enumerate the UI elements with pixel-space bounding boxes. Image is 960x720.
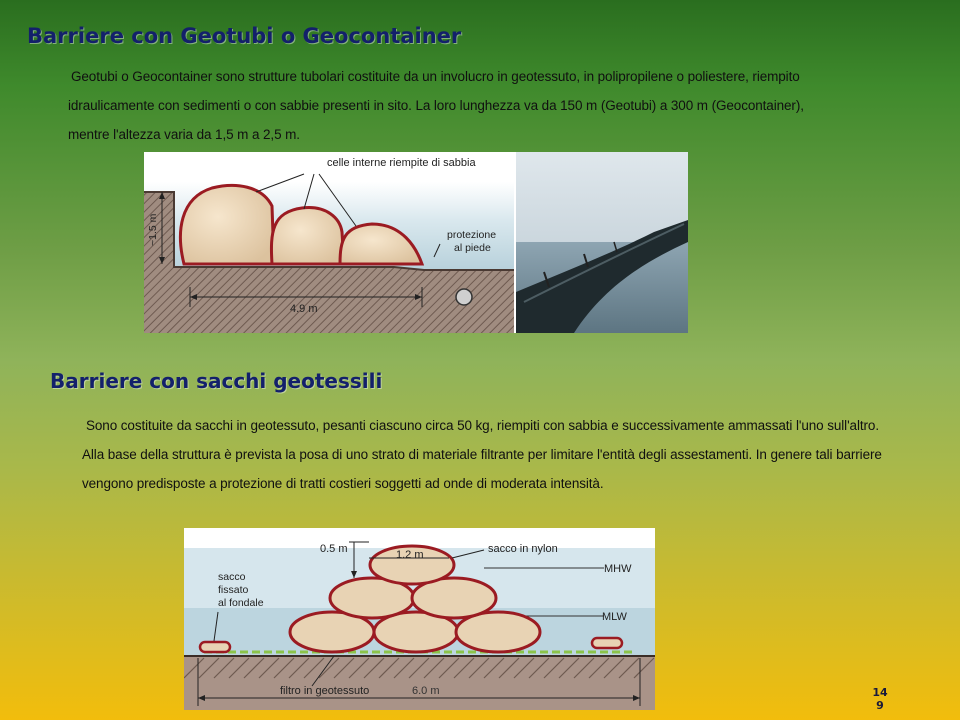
label-filter: filtro in geotessuto [280, 685, 370, 697]
slide-number-line1: 14 [872, 686, 888, 699]
geotube-figure [144, 152, 688, 333]
label-toe-protection-1: protezione [447, 229, 497, 241]
section-title-geotubes: Barriere con Geotubi o Geocontainer [27, 24, 462, 48]
label-total-width: 6.0 m [412, 685, 440, 697]
paragraph-geotextile-bags: Sono costituite da sacchi in geotessuto, pesanti ciascuno circa 50 kg, riempiti con sabbia e successivamente ammassati l'uno sull'altro. Alla base della struttura è prevista la posa di uno strato di materiale filtrante per limitare l'entità degli assestamenti. In genere tali barriere vengono predisposte a protezione di tratti costieri soggetti ad onde di moderata intensità. [82, 418, 882, 491]
label-bag-width: 1.2 m [396, 549, 424, 561]
label-anchored-3: al fondale [218, 597, 264, 609]
geotube-diagram [144, 152, 688, 333]
slide-number [868, 686, 892, 712]
label-nylon-bag: sacco in nylon [488, 543, 558, 555]
label-mhw: MHW [604, 563, 632, 575]
sandbag-diagram [184, 528, 655, 710]
label-height: ~1.5 m [147, 213, 159, 246]
geotube-photo [516, 152, 688, 333]
label-width: 4.9 m [290, 303, 318, 315]
label-bag-height: 0.5 m [320, 543, 348, 555]
paragraph-geotubes: Geotubi o Geocontainer sono strutture tubolari costituite da un involucro in geotessuto, in polipropilene o poliestere, riempito idraulicamente con sedimenti o con sabbie presenti in sito. La loro lunghezza va da 150 m (Geotubi) a 300 m (Geocontainer), mentre l'altezza varia da 1,5 m a 2,5 m. [68, 69, 804, 142]
label-anchored-1: sacco [218, 571, 246, 583]
label-toe-protection-2: al piede [454, 242, 491, 254]
sandbag-figure [184, 528, 655, 710]
slide-number-line2: 9 [876, 699, 884, 712]
label-anchored-2: fissato [218, 584, 249, 596]
label-cells: celle interne riempite di sabbia [327, 157, 476, 169]
label-mlw: MLW [602, 611, 627, 623]
section-title-geotextile-bags: Barriere con sacchi geotessili [50, 369, 383, 393]
